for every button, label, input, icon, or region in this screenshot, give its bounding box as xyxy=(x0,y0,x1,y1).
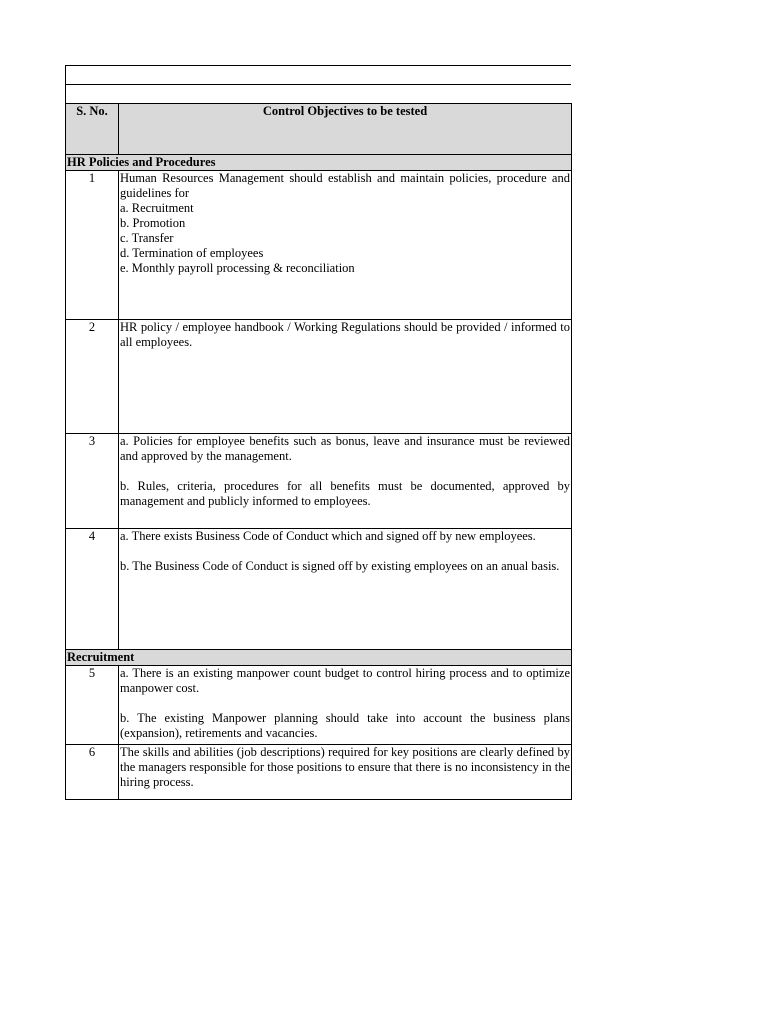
row-number: 2 xyxy=(66,320,119,434)
list-item: c. Transfer xyxy=(120,231,174,245)
worksheet xyxy=(65,65,571,800)
table-row xyxy=(66,320,572,434)
row-objective xyxy=(119,320,572,434)
sno-header: S. No. xyxy=(66,104,119,155)
table-row xyxy=(66,745,572,800)
row-objective xyxy=(119,434,572,529)
section-title-recruitment: Recruitment xyxy=(66,650,572,666)
objective-para-a: a. There exists Business Code of Conduct which and signed off by new employees. xyxy=(120,529,536,543)
objective-para-b: b. Rules, criteria, procedures for all benefits must be documented, approved by management and publicly informed to employees. xyxy=(120,479,570,508)
table-row xyxy=(66,434,572,529)
section-title-hr-policies: HR Policies and Procedures xyxy=(66,155,572,171)
section-row xyxy=(66,155,572,171)
title-row xyxy=(65,65,571,85)
control-objectives-table xyxy=(65,103,572,800)
row-number: 1 xyxy=(66,171,119,320)
row-number: 3 xyxy=(66,434,119,529)
list-item: a. Recruitment xyxy=(120,201,194,215)
objective-para-b: b. The Business Code of Conduct is signed off by existing employees on an anual basis. xyxy=(120,559,560,573)
row-objective xyxy=(119,529,572,650)
row-number: 6 xyxy=(66,745,119,800)
table-row xyxy=(66,529,572,650)
section-row xyxy=(66,650,572,666)
row-number: 5 xyxy=(66,666,119,745)
objective-para-a: a. There is an existing manpower count budget to control hiring process and to optimize manpower cost. xyxy=(120,666,570,695)
row-objective xyxy=(119,171,572,320)
list-item: d. Termination of employees xyxy=(120,246,264,260)
list-item: e. Monthly payroll processing & reconciliation xyxy=(120,261,355,275)
header-row xyxy=(66,104,572,155)
objective-header: Control Objectives to be tested xyxy=(119,104,572,155)
objective-text: The skills and abilities (job descriptions) required for key positions are clearly defined by the managers responsible for those positions to ensure that there is no inconsistency in the hiring process. xyxy=(120,745,570,789)
list-item: b. Promotion xyxy=(120,216,186,230)
row-objective xyxy=(119,745,572,800)
blank-row xyxy=(65,85,571,103)
objective-para-b: b. The existing Manpower planning should take into account the business plans (expansion), retirements and vacancies. xyxy=(120,711,570,740)
row-number: 4 xyxy=(66,529,119,650)
table-row xyxy=(66,171,572,320)
objective-text: HR policy / employee handbook / Working Regulations should be provided / informed to all employees. xyxy=(120,320,570,349)
objective-para-a: a. Policies for employee benefits such as bonus, leave and insurance must be reviewed and approved by the management. xyxy=(120,434,570,463)
table-row xyxy=(66,666,572,745)
objective-intro: Human Resources Management should establish and maintain policies, procedure and guidelines for xyxy=(120,171,570,200)
row-objective xyxy=(119,666,572,745)
